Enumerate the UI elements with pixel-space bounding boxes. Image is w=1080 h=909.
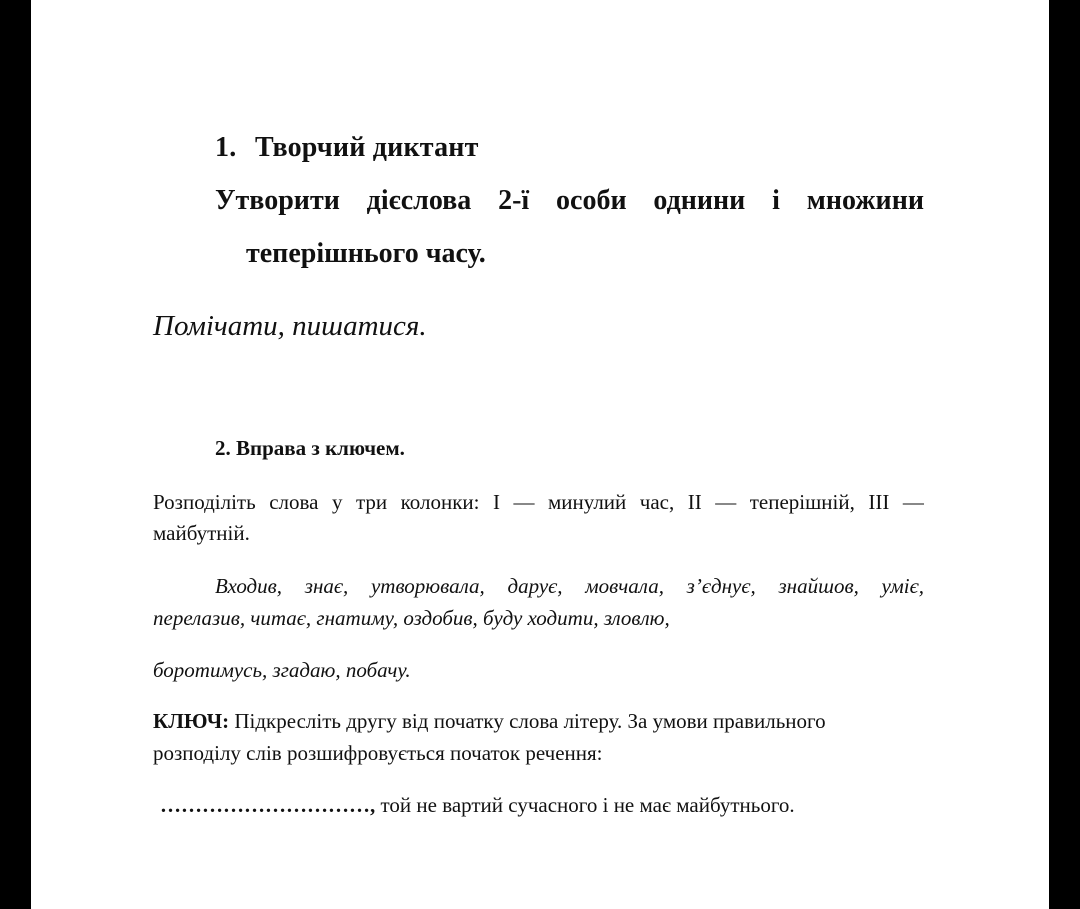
key-line-2: розподілу слів розшифровується початок речення: [153,741,603,765]
instruction-word: Розподіліть [153,490,256,514]
sentence-dots: …………………………, [160,793,376,817]
word-list-word: знайшов, [778,574,859,598]
instruction-line-2: майбутній. [153,521,250,545]
word-list-word: мовчала, [585,574,664,598]
task-word: множини [806,185,924,216]
instruction-line-1 [153,486,924,518]
task-word: однини [653,185,746,216]
section-1-words: Помічати, пишатися. [153,310,427,342]
instruction-word: три [355,490,388,514]
word-list-word: утворювала, [370,574,485,598]
instruction-word: — [513,490,535,514]
task-word: Утворити [215,185,340,216]
section-1-heading [215,132,479,164]
section-1-task-line-1 [215,185,924,217]
word-list-line-1 [215,570,924,602]
word-list-word: з’єднує, [686,574,756,598]
instruction-word: І [492,490,500,514]
instruction-word: у [331,490,343,514]
sentence-rest: той не вартий сучасного і не має майбутнього. [375,793,795,817]
task-word: і [772,185,780,216]
task-word: 2-ї [498,185,530,216]
key-label: КЛЮЧ: [153,709,230,733]
section-1-task-line-2: теперішнього часу. [246,238,486,269]
task-word: дієслова [366,185,472,216]
section-1-number: 1. [215,132,237,163]
key-text: Підкресліть другу від початку слова літеру. За умови правильного [229,709,826,733]
document-page [31,0,1049,909]
word-list-word: Входив, [215,574,283,598]
section-1-title: Творчий диктант [255,132,479,163]
word-list-line-2: перелазив, читає, гнатиму, оздобив, буду ходити, зловлю, [153,606,670,630]
instruction-word: теперішній, [749,490,855,514]
instruction-word: слова [269,490,319,514]
instruction-word: ІІ [687,490,702,514]
word-list-word: уміє, [881,574,924,598]
instruction-word: колонки: [400,490,480,514]
word-list-line-3: боротимусь, згадаю, побачу. [153,658,411,682]
sentence-line [160,789,795,821]
instruction-word: ІІІ [868,490,890,514]
key-line-1 [153,705,826,737]
section-2-heading: 2. Вправа з ключем. [215,436,405,460]
task-word: особи [556,185,627,216]
instruction-word: час, [639,490,675,514]
word-list-word: знає, [304,574,349,598]
instruction-word: — [715,490,737,514]
instruction-word: — [902,490,924,514]
instruction-word: минулий [547,490,627,514]
word-list-word: дарує, [507,574,563,598]
